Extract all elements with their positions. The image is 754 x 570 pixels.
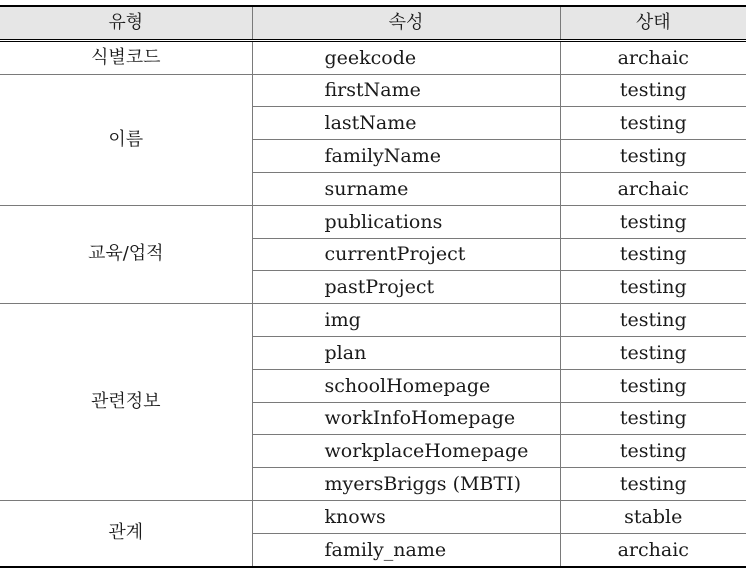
type-cell: 이름 xyxy=(0,74,252,205)
table-row xyxy=(0,500,746,533)
status-cell: stable xyxy=(560,500,746,533)
attribute-cell: geekcode xyxy=(252,40,560,74)
attribute-cell: workInfoHomepage xyxy=(252,402,560,435)
table-row xyxy=(0,205,746,238)
attribute-cell: familyName xyxy=(252,140,560,173)
header-status: 상태 xyxy=(560,6,746,40)
attribute-cell: family_name xyxy=(252,533,560,566)
attribute-cell: knows xyxy=(252,500,560,533)
header-row xyxy=(0,6,746,40)
attribute-cell: pastProject xyxy=(252,271,560,304)
table-row xyxy=(0,304,746,337)
attribute-cell: currentProject xyxy=(252,238,560,271)
attribute-cell: plan xyxy=(252,336,560,369)
status-cell: testing xyxy=(560,336,746,369)
type-cell: 교육/업적 xyxy=(0,205,252,303)
status-cell: testing xyxy=(560,238,746,271)
table-row xyxy=(0,74,746,107)
attribute-cell: firstName xyxy=(252,74,560,107)
attribute-cell: lastName xyxy=(252,107,560,140)
attribute-cell: surname xyxy=(252,172,560,205)
status-cell: testing xyxy=(560,140,746,173)
status-cell: testing xyxy=(560,435,746,468)
attribute-cell: workplaceHomepage xyxy=(252,435,560,468)
status-cell: testing xyxy=(560,107,746,140)
status-cell: testing xyxy=(560,74,746,107)
status-cell: testing xyxy=(560,402,746,435)
header-type: 유형 xyxy=(0,6,252,40)
status-cell: archaic xyxy=(560,533,746,566)
table-body xyxy=(0,40,746,566)
attribute-cell: myersBriggs (MBTI) xyxy=(252,468,560,501)
table-row xyxy=(0,40,746,74)
type-cell: 관련정보 xyxy=(0,304,252,501)
attribute-status-table xyxy=(0,5,746,568)
status-cell: testing xyxy=(560,271,746,304)
header-attribute: 속성 xyxy=(252,6,560,40)
status-cell: archaic xyxy=(560,40,746,74)
attribute-cell: img xyxy=(252,304,560,337)
type-cell: 식별코드 xyxy=(0,40,252,74)
attribute-cell: publications xyxy=(252,205,560,238)
type-cell: 관계 xyxy=(0,500,252,566)
status-cell: testing xyxy=(560,369,746,402)
table-header xyxy=(0,6,746,40)
status-cell: testing xyxy=(560,468,746,501)
status-cell: testing xyxy=(560,205,746,238)
status-cell: archaic xyxy=(560,172,746,205)
status-cell: testing xyxy=(560,304,746,337)
attribute-cell: schoolHomepage xyxy=(252,369,560,402)
